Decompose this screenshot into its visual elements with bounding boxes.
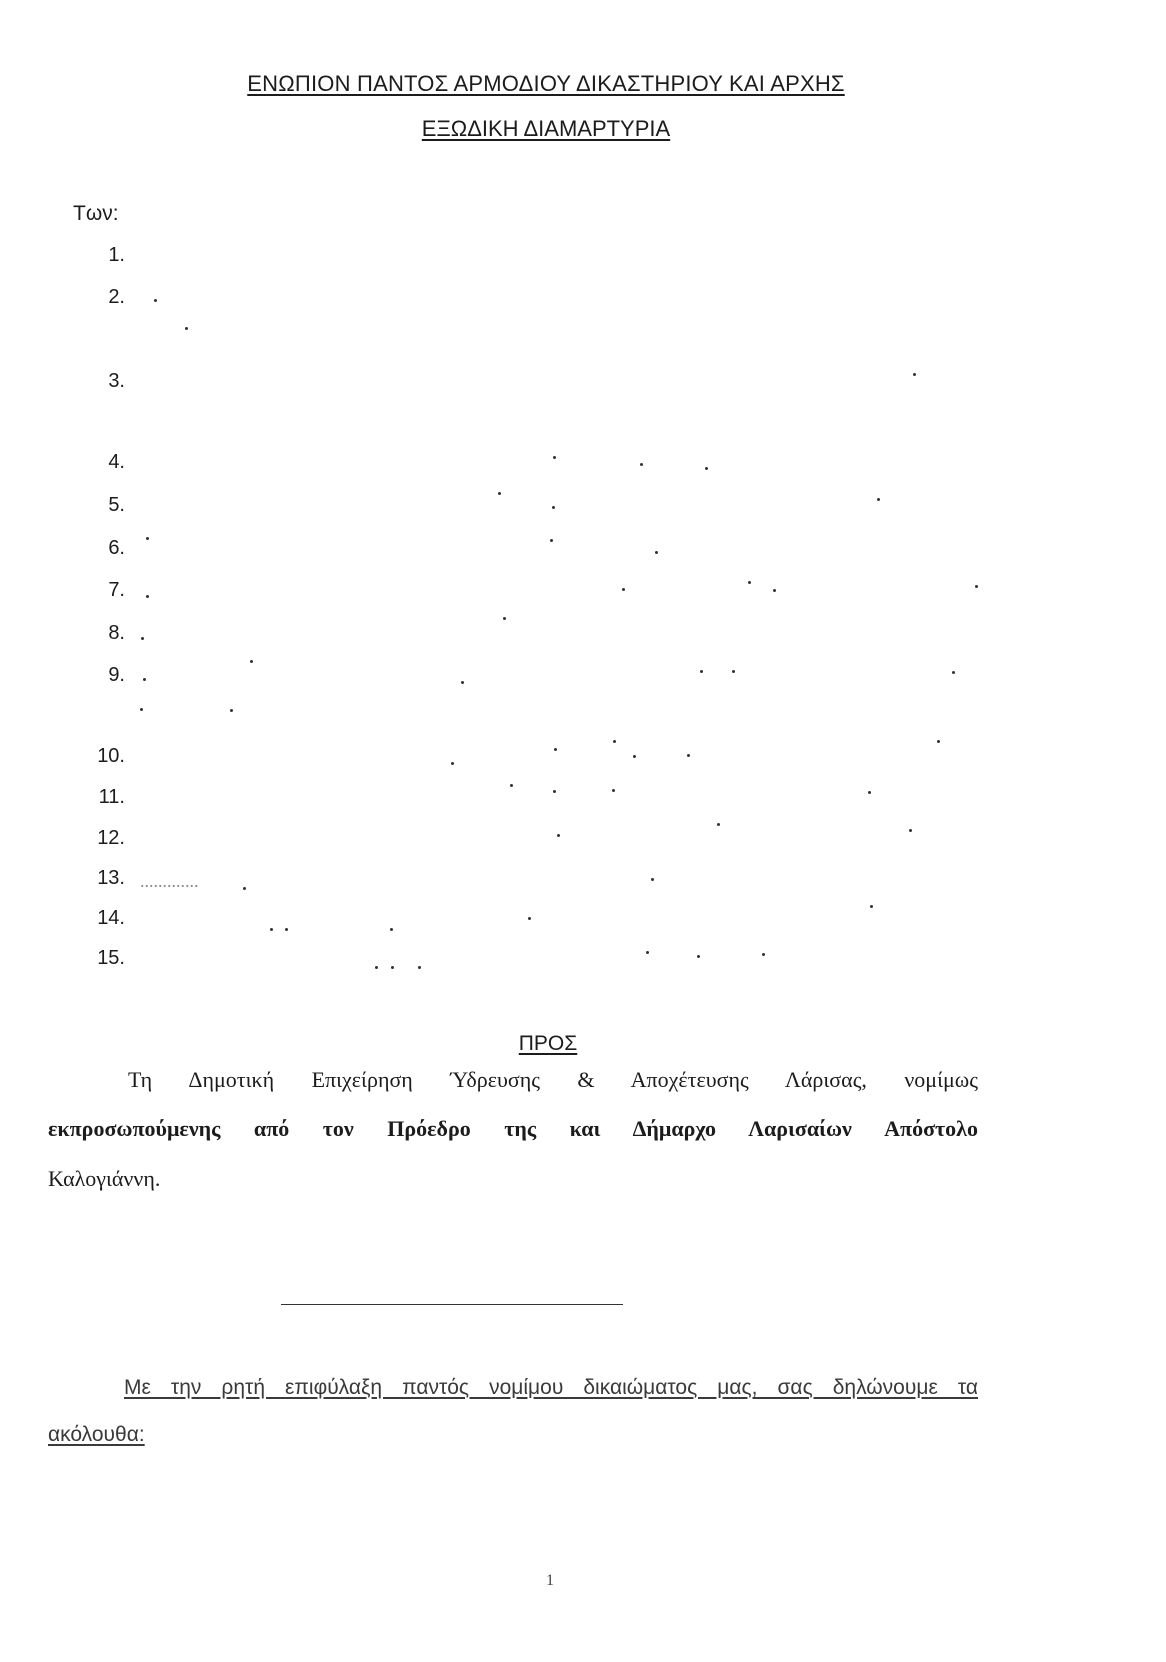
declaration-line: ακόλουθα: (48, 1423, 145, 1446)
document-subtitle: ΕΞΩΔΙΚΗ ΔΙΑΜΑΡΤΥΡΙΑ (421, 116, 671, 141)
party-number: 7. (108, 579, 125, 601)
party-number: 9. (108, 664, 125, 686)
party-number: 13. (97, 867, 125, 889)
party-number: 6. (108, 537, 125, 559)
party-number: 10. (97, 745, 125, 767)
party-number: 14. (97, 907, 125, 929)
party-number: 1. (108, 244, 125, 266)
party-number: 15. (97, 947, 125, 969)
party-number: 4. (108, 451, 125, 473)
addressee-line: Καλογιάννη. (48, 1166, 161, 1191)
party-number: 3. (108, 370, 125, 392)
separator-line (281, 1304, 623, 1305)
parties-label: Των: (73, 202, 119, 225)
party-number: 8. (108, 622, 125, 644)
addressee-line: εκπροσωπούμενης από τον Πρόεδρο της και Δήμαρχο Λαρισαίων Απόστολο (48, 1116, 978, 1141)
page-number: 1 (546, 1572, 554, 1589)
addressee-line: Τη Δημοτική Επιχείρηση Ύδρευσης & Αποχέτευσης Λάρισας, νομίμως (128, 1067, 978, 1092)
party-number: 12. (97, 827, 125, 849)
document-title: ΕΝΩΠΙΟΝ ΠΑΝΤΟΣ ΑΡΜΟΔΙΟΥ ΔΙΚΑΣΤΗΡΙΟΥ ΚΑΙ ΑΡΧΗΣ (247, 71, 845, 96)
party-number: 5. (108, 494, 125, 516)
redacted-dots: ............. (140, 871, 199, 891)
party-number: 2. (108, 286, 125, 308)
addressee-heading: ΠΡΟΣ (518, 1032, 578, 1055)
party-number: 11. (98, 786, 125, 808)
declaration-line: Με την ρητή επιφύλαξη παντός νομίμου δικαιώματος μας, σας δηλώνουμε τα (124, 1376, 978, 1399)
